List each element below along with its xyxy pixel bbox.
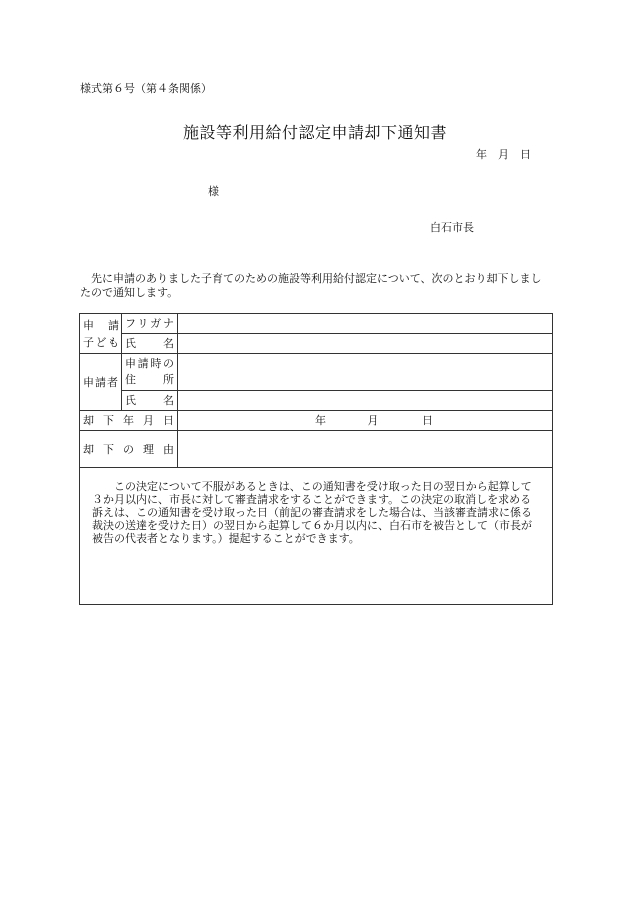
reject-date-day: 日	[422, 414, 433, 427]
rejection-form-table	[79, 313, 553, 605]
applicant-address-label	[122, 354, 178, 391]
furigana-value[interactable]	[178, 314, 553, 334]
reject-date-label: 却下年月日	[80, 411, 178, 431]
applicant-address-label-text: 申請時の住所	[125, 357, 174, 386]
applicant-name-label: 氏 名	[122, 391, 178, 411]
appeal-notice-text: この決定について不服があるときは、この通知書を受け取った日の翌日から起算して３か月以内に、市長に対して審査請求をすることができます。この決定の取消しを求める訴えは、この通知書を受け取った日（前記の審査請求をした場合は、当該審査請求に係る裁決の送達を受けた日）の翌日から起算して６か月以内に、白石市を被告として（市長が被告の代表者となります。）提起することができます。	[92, 480, 532, 545]
child-name-label: 氏 名	[122, 334, 178, 354]
reject-reason-label: 却下の理由	[80, 431, 178, 468]
reject-date-month: 月	[367, 414, 379, 427]
issue-date: 年 月 日	[476, 148, 531, 161]
form-number: 様式第６号（第４条関係）	[80, 82, 212, 95]
applicant-name-value[interactable]	[178, 391, 553, 411]
issuer: 白石市長	[430, 221, 474, 234]
furigana-label: フリガナ	[122, 314, 178, 334]
reject-date-year: 年	[315, 414, 326, 427]
addressee-suffix: 様	[208, 185, 219, 198]
appeal-notice-cell	[80, 468, 553, 605]
document-title: 施設等利用給付認定申請却下通知書	[182, 123, 447, 142]
applicant-group-label: 申請者	[80, 354, 122, 411]
child-group-label-text: 申 請子ども	[83, 318, 119, 349]
reject-reason-value[interactable]	[178, 431, 553, 468]
reject-date-value[interactable]	[178, 411, 553, 431]
child-group-label	[80, 314, 122, 354]
child-name-value[interactable]	[178, 334, 553, 354]
body-text: 先に申請のありました子育てのための施設等利用給付認定について、次のとおり却下しましたので通知します。	[80, 272, 542, 299]
applicant-address-value[interactable]	[178, 354, 553, 391]
